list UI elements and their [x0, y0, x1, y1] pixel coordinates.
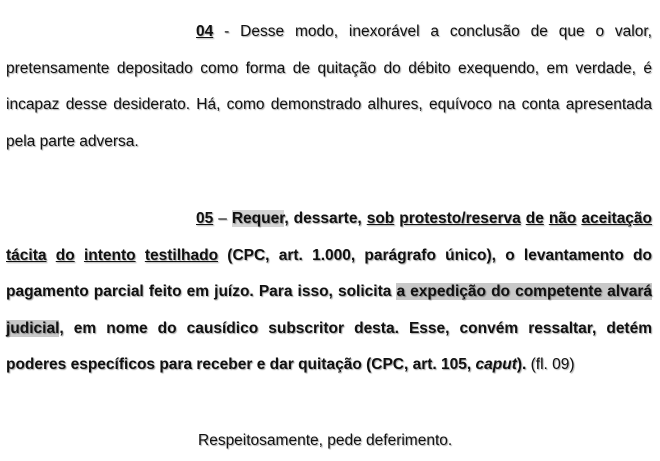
text-segment: . Esse, convém ressaltar, detém poderes específicos para receber e dar quitação (CPC, art. 105,	[6, 319, 652, 373]
paragraph-04-text: Desse modo, inexorável a conclusão de que o valor, pretensamente depositado como forma de quitação do débito exequendo, em verdade, é incapaz desse desiderato. Há, como demonstrado alhures, equívoco na conta apresentada pela parte adversa.	[6, 23, 652, 150]
text-segment: , dessarte,	[284, 210, 367, 227]
paragraph-04	[6, 14, 652, 160]
de-word: de	[525, 210, 544, 227]
text-segment: , em nome do causídico subscritor desta	[59, 319, 395, 337]
highlighted-request: a expedição do competente alvará judicial	[6, 283, 652, 337]
nao-word: não	[548, 210, 577, 227]
paragraph-05	[6, 201, 652, 384]
paragraph-number-04: 04	[196, 23, 214, 40]
text-segment: ).	[516, 356, 527, 373]
closing-line: Respeitosamente, pede deferimento.	[198, 432, 453, 449]
paragraph-04-lead: -	[213, 23, 241, 40]
aceitacao-word: aceitação	[581, 210, 653, 227]
paragraph-number-05: 05	[196, 210, 214, 227]
testilhado-word: testilhado	[144, 246, 219, 264]
do-word: do	[55, 246, 75, 264]
text-segment: (CPC, art. 1.000, parágrafo único), o levantamento do pagamento parcial feito em juízo. Para isso, solicita	[6, 246, 652, 300]
requer-word: Requer	[231, 210, 285, 227]
sob-word: sob	[366, 210, 395, 227]
caput-word: caput	[475, 356, 517, 373]
page-reference: (fl. 09)	[526, 356, 575, 373]
protesto-reserva-word: protesto/reserva	[399, 210, 521, 227]
text-segment	[136, 247, 145, 264]
paragraph-05-dash: –	[213, 210, 232, 227]
intento-word: intento	[83, 246, 136, 264]
text-segment	[75, 247, 84, 264]
tacita-word: tácita	[6, 246, 47, 264]
text-segment	[47, 247, 56, 264]
